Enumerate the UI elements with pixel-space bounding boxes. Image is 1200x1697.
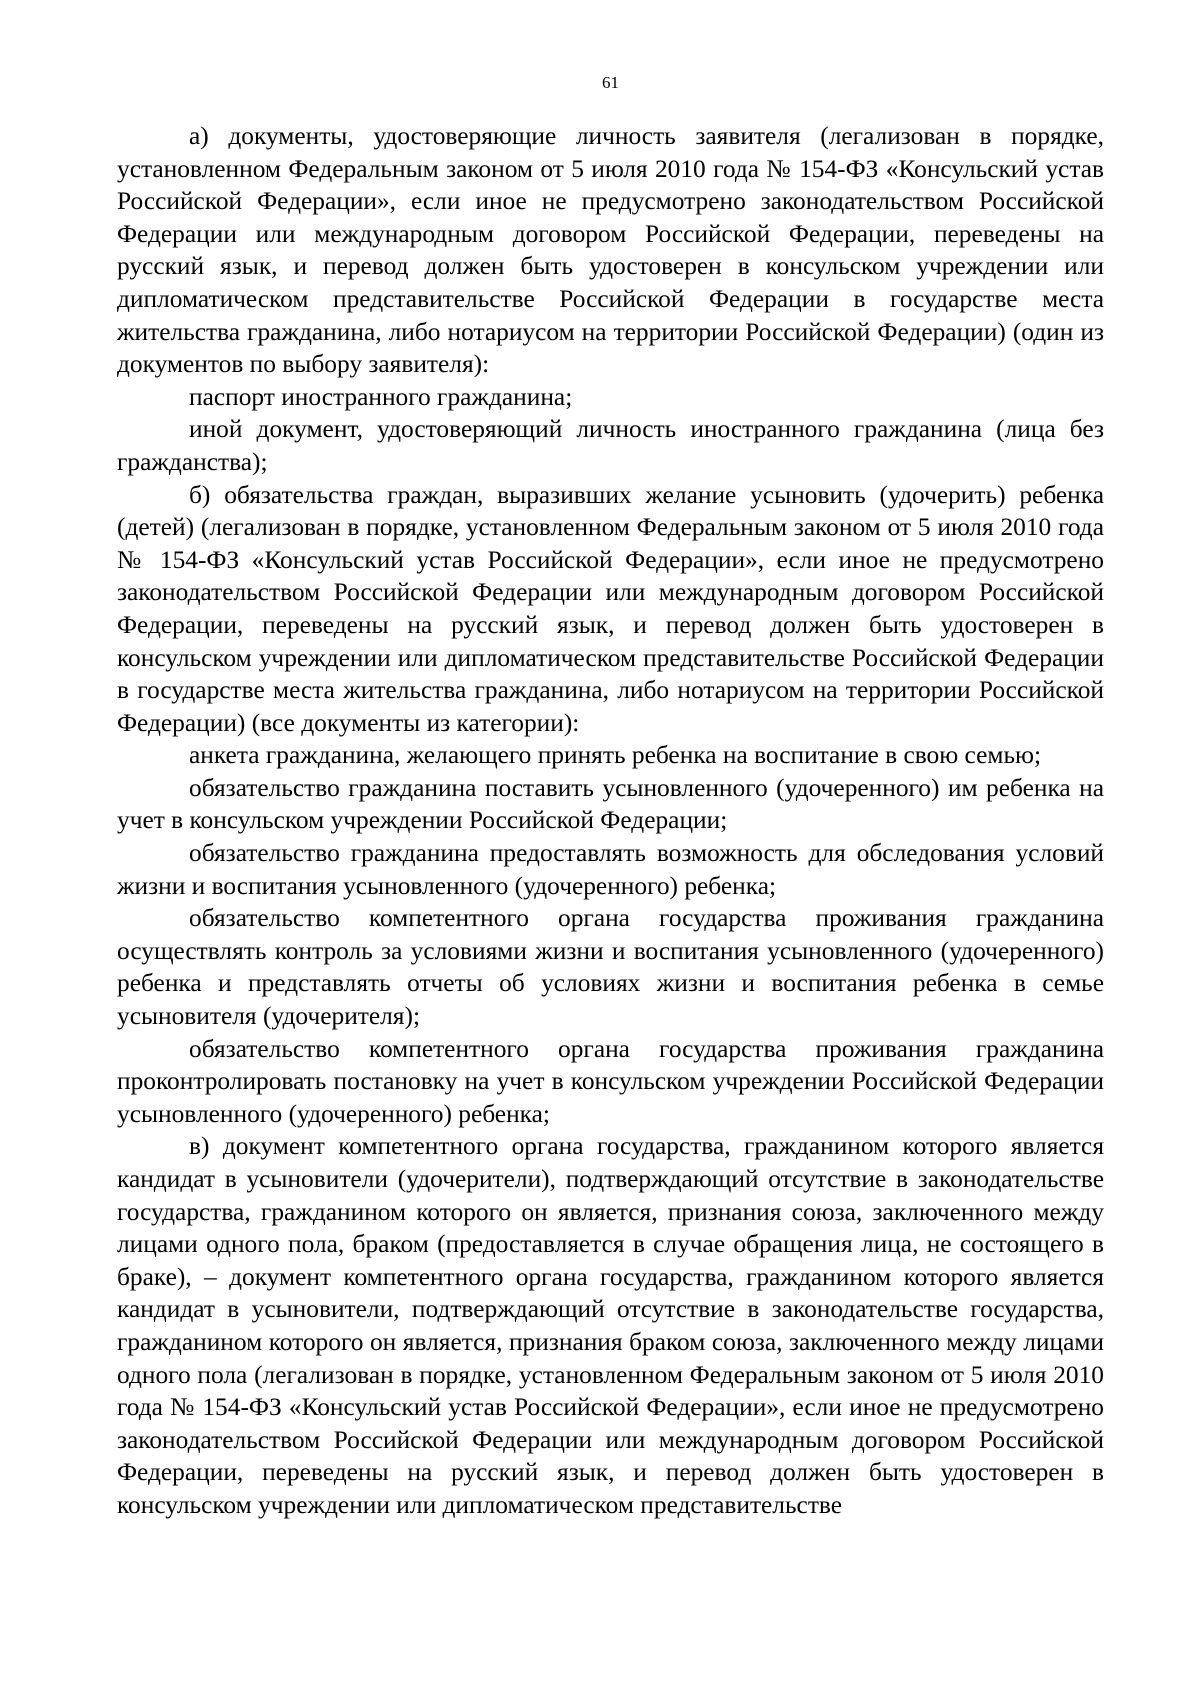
paragraph-registration-obligation: обязательство гражданина поставить усыновленного (удочеренного) им ребенка на учет в консульском учреждении Российской Федерации; xyxy=(117,773,1104,835)
paragraph-authority-control-obligation: обязательство компетентного органа государства проживания гражданина осуществлять контроль за условиями жизни и воспитания усыновленного (удочеренного) ребенка и представлять отчеты об условиях жизни и воспитания ребенка в семье усыновителя (удочерителя); xyxy=(117,904,1104,1031)
document-body xyxy=(117,120,1104,1522)
paragraph-inspection-obligation: обязательство гражданина предоставлять возможность для обследования условий жизни и воспитания усыновленного (удочеренного) ребенка; xyxy=(117,839,1104,900)
paragraph-item-b: б) обязательства граждан, выразивших желание усыновить (удочерить) ребенка (детей) (легализован в порядке, установленном Федеральным законом от 5 июля 2010 года № 154-ФЗ «Консульский устав Российской Федерации», если иное не предусмотрено законодательством Российской Федерации или международным договором Российской Федерации, переведены на русский язык, и перевод должен быть удостоверен в консульском учреждении или дипломатическом представительстве Российской Федерации в государстве места жительства гражданина, либо нотариусом на территории Российской Федерации) (все документы из категории): xyxy=(117,480,1104,737)
paragraph-citizen-questionnaire: анкета гражданина, желающего принять ребенка на воспитание в свою семью; xyxy=(189,741,1042,770)
paragraph-other-identity-document: иной документ, удостоверяющий личность иностранного гражданина (лица без гражданства); xyxy=(117,415,1104,476)
page-number: 61 xyxy=(602,73,619,92)
paragraph-authority-registration-obligation: обязательство компетентного органа государства проживания гражданина проконтролировать постановку на учет в консульском учреждении Российской Федерации усыновленного (удочеренного) ребенка; xyxy=(117,1034,1104,1128)
paragraph-item-v: в) документ компетентного органа государства, гражданином которого является кандидат в усыновители (удочерители), подтверждающий отсутствие в законодательстве государства, гражданином которого он является, признания союза, заключенного между лицами одного пола, браком (предоставляется в случае обращения лица, не состоящего в браке), – документ компетентного органа государства, гражданином которого является кандидат в усыновители, подтверждающий отсутствие в законодательстве государства, гражданином которого он является, признания браком союза, заключенного между лицами одного пола (легализован в порядке, установленном Федеральным законом от 5 июля 2010 года № 154-ФЗ «Консульский устав Российской Федерации», если иное не предусмотрено законодательством Российской Федерации или международным договором Российской Федерации, переведены на русский язык, и перевод должен быть удостоверен в консульском учреждении или дипломатическом представительстве xyxy=(117,1132,1104,1519)
paragraph-foreign-passport: паспорт иностранного гражданина; xyxy=(189,382,573,411)
paragraph-item-a: а) документы, удостоверяющие личность заявителя (легализован в порядке, установленном Федеральным законом от 5 июля 2010 года № 154-ФЗ «Консульский устав Российской Федерации», если иное не предусмотрено законодательством Российской Федерации или международным договором Российской Федерации, переведены на русский язык, и перевод должен быть удостоверен в консульском учреждении или дипломатическом представительстве Российской Федерации в государстве места жительства гражданина, либо нотариусом на территории Российской Федерации) (один из документов по выбору заявителя): xyxy=(117,122,1104,379)
